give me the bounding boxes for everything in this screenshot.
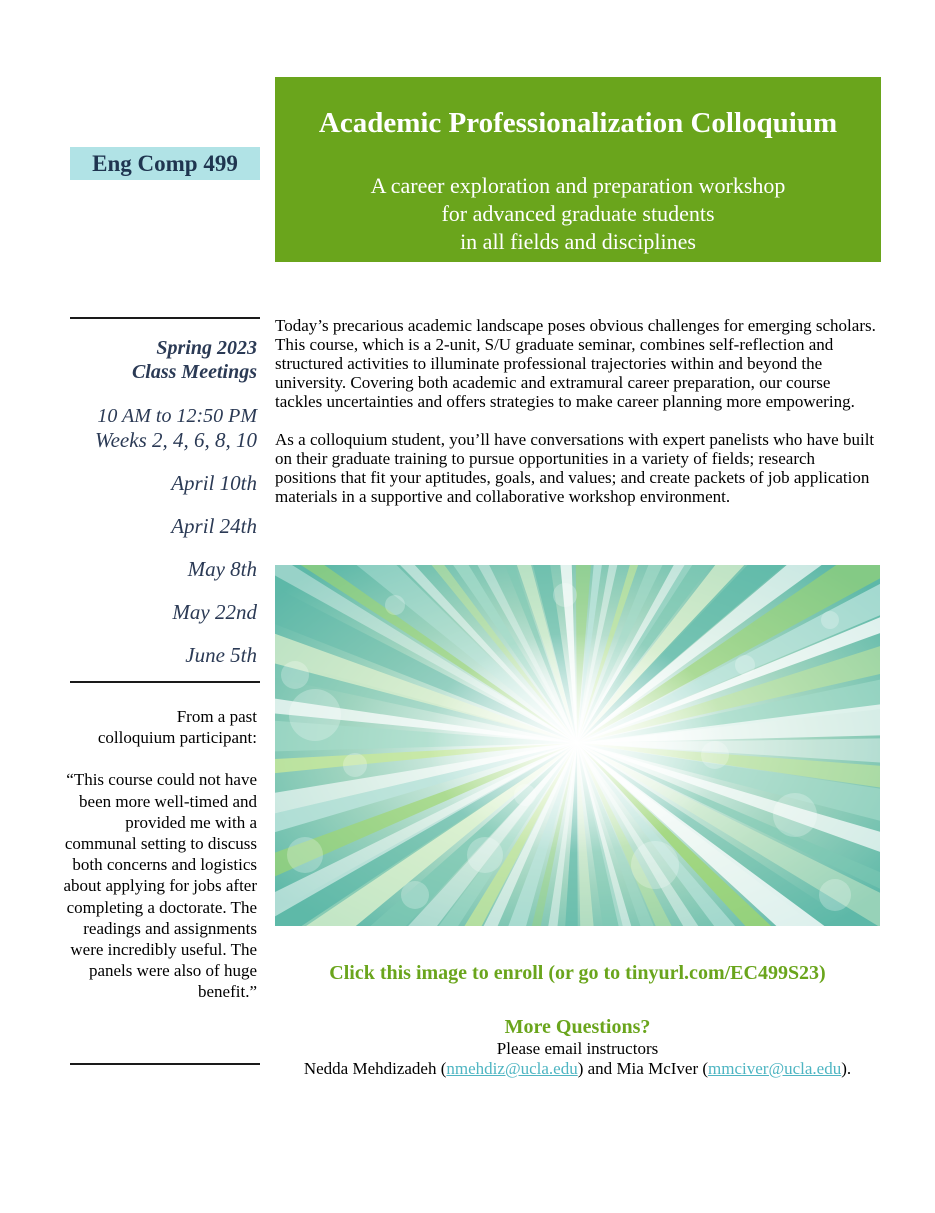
testimonial-intro: colloquium participant: bbox=[97, 728, 257, 748]
title-banner bbox=[275, 77, 881, 262]
bokeh-circle bbox=[343, 753, 367, 777]
enroll-link[interactable]: Click this image to enroll (or go to tinyurl.com/EC499S23) bbox=[329, 962, 826, 984]
instructor-emails: Nedda Mehdizadeh (nmehdiz@ucla.edu) and Mia McIver (mmciver@ucla.edu). bbox=[303, 1059, 852, 1078]
description-paragraph: Today’s precarious academic landscape poses obvious challenges for emerging scholars. This course, which is a 2-unit, S/U graduate seminar, combines self-reflection and structured activities to illuminate professional trajectories within and beyond the university. Covering both academic and extramural career preparation, our course tackles uncertainties and offers strategies to make career planning more empowering. bbox=[275, 316, 876, 411]
bokeh-circle bbox=[631, 841, 679, 889]
schedule-heading: Class Meetings bbox=[131, 361, 257, 383]
course-code-tag: Eng Comp 499 bbox=[70, 147, 260, 180]
joiner-text: and bbox=[587, 1059, 613, 1078]
meeting-date: May 22nd bbox=[172, 600, 257, 624]
contact-instruction: Please email instructors bbox=[496, 1039, 659, 1058]
schedule-weeks: Weeks 2, 4, 6, 8, 10 bbox=[95, 428, 257, 452]
schedule-time: 10 AM to 12:50 PM bbox=[97, 405, 257, 427]
testimonial-quote: “This course could not have been more well-timed and provided me with a communal setting to discuss both concerns and logistics about applying for jobs after completing a doctorate. The readings and assignments were incredibly useful. The panels were also of huge benefit.” bbox=[63, 770, 257, 1002]
bokeh-circle bbox=[287, 837, 323, 873]
instructor-name: Mia McIver bbox=[616, 1059, 699, 1078]
description-paragraph: As a colloquium student, you’ll have conversations with expert panelists who have built on their graduate training to pursue opportunities in a variety of fields; research positions that fit your aptitudes, goals, and values; and create packets of job application materials in a supportive and collaborative workshop environment. bbox=[275, 430, 875, 506]
email-link[interactable]: nmehdiz@ucla.edu bbox=[446, 1059, 578, 1078]
contact-section bbox=[245, 1015, 910, 1079]
testimonial-intro: From a past bbox=[176, 707, 257, 726]
page-title: Academic Professionalization Colloquium bbox=[318, 107, 838, 139]
subtitle-line: in all fields and disciplines bbox=[460, 229, 696, 254]
bokeh-circle bbox=[821, 611, 839, 629]
subtitle-line: for advanced graduate students bbox=[441, 201, 715, 226]
course-description bbox=[275, 316, 880, 506]
sunburst-image bbox=[275, 565, 880, 926]
bokeh-circle bbox=[467, 837, 503, 873]
divider-middle bbox=[70, 681, 260, 683]
meeting-date: June 5th bbox=[185, 643, 257, 667]
class-schedule bbox=[60, 336, 257, 667]
bokeh-circle bbox=[281, 661, 309, 689]
meeting-date: May 8th bbox=[187, 557, 257, 581]
enroll-image-link[interactable] bbox=[275, 565, 880, 926]
contact-heading: More Questions? bbox=[504, 1016, 651, 1038]
testimonial bbox=[60, 706, 257, 1003]
bokeh-circle bbox=[819, 879, 851, 911]
meeting-date: April 10th bbox=[171, 471, 257, 495]
schedule-term: Spring 2023 bbox=[156, 337, 257, 359]
subtitle-line: A career exploration and preparation workshop bbox=[370, 173, 786, 198]
divider-bottom bbox=[70, 1063, 260, 1065]
meeting-date: April 24th bbox=[171, 514, 257, 538]
instructor-name: Nedda Mehdizadeh bbox=[303, 1059, 437, 1078]
bokeh-circle bbox=[773, 793, 817, 837]
bokeh-circle bbox=[735, 655, 755, 675]
bokeh-circle bbox=[289, 689, 341, 741]
bokeh-circle bbox=[401, 881, 429, 909]
email-link[interactable]: mmciver@ucla.edu bbox=[708, 1059, 842, 1078]
divider-top bbox=[70, 317, 260, 319]
banner-subtitle bbox=[275, 172, 881, 256]
bokeh-circle bbox=[385, 595, 405, 615]
bokeh-circle bbox=[553, 583, 577, 607]
